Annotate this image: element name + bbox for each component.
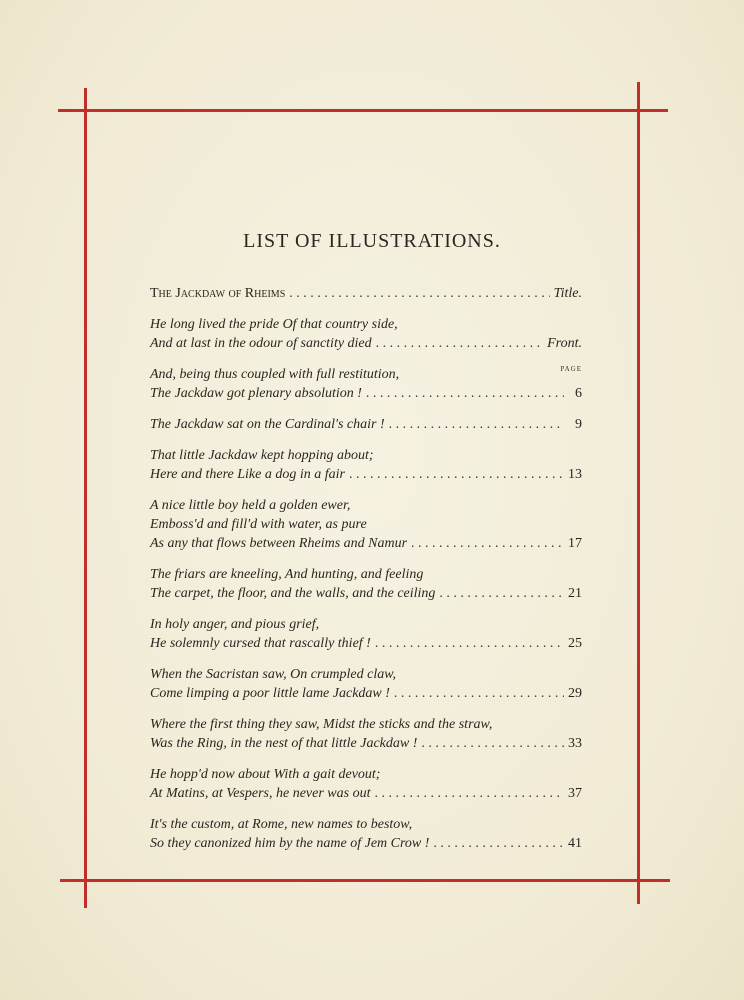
page-number: 9 xyxy=(575,417,582,432)
entry-line xyxy=(150,765,582,784)
entry-caption: The Jackdaw sat on the Cardinal's chair ! xyxy=(150,417,385,432)
illustration-entry xyxy=(150,496,582,553)
illustration-entry xyxy=(150,415,582,434)
entry-caption: And, being thus coupled with full restitution, xyxy=(150,367,400,382)
leader-dots xyxy=(421,734,564,753)
illustration-entry xyxy=(150,315,582,353)
entry-line xyxy=(150,415,582,434)
illustration-entry xyxy=(150,284,582,303)
entry-caption: He long lived the pride Of that country side, xyxy=(150,317,398,332)
leader-dots xyxy=(349,465,564,484)
entry-line xyxy=(150,715,582,734)
entry-line xyxy=(150,496,582,515)
entry-line xyxy=(150,446,582,465)
entry-caption: The Jackdaw of Rheims xyxy=(150,286,286,301)
entry-caption: In holy anger, and pious grief, xyxy=(150,617,320,632)
entry-caption: Emboss'd and fill'd with water, as pure xyxy=(150,517,367,532)
border-rule-top xyxy=(58,109,668,112)
entry-line xyxy=(150,684,582,703)
entry-caption: The Jackdaw got plenary absolution ! xyxy=(150,386,362,401)
entry-caption: So they canonized him by the name of Jem Crow ! xyxy=(150,836,430,851)
illustration-entry xyxy=(150,565,582,603)
page-title: LIST OF ILLUSTRATIONS. xyxy=(243,230,501,252)
entry-line xyxy=(150,615,582,634)
border-rule-bottom xyxy=(60,879,670,882)
entry-caption: Here and there Like a dog in a fair xyxy=(150,467,345,482)
entry-line xyxy=(150,784,582,803)
entry-line xyxy=(150,515,582,534)
entry-caption: Was the Ring, in the nest of that little Jackdaw ! xyxy=(150,736,418,751)
entry-line xyxy=(150,465,582,484)
entry-caption: A nice little boy held a golden ewer, xyxy=(150,498,351,513)
entry-caption: And at last in the odour of sanctity died xyxy=(150,336,372,351)
entry-caption: As any that flows between Rheims and Namur xyxy=(150,536,408,551)
leader-dots xyxy=(375,634,564,653)
entry-line xyxy=(150,584,582,603)
page-number: 33 xyxy=(568,736,582,751)
page-number: 13 xyxy=(568,467,582,482)
page-number: 41 xyxy=(568,836,582,851)
page-number: Title. xyxy=(553,286,582,301)
page-number: 21 xyxy=(568,586,582,601)
illustration-entry xyxy=(150,615,582,653)
leader-dots xyxy=(394,684,564,703)
entry-caption: When the Sacristan saw, On crumpled claw, xyxy=(150,667,397,682)
entry-line xyxy=(150,384,582,403)
entry-caption: At Matins, at Vespers, he never was out xyxy=(150,786,371,801)
entry-line xyxy=(150,734,582,753)
page-number: 37 xyxy=(568,786,582,801)
leader-dots xyxy=(376,334,543,353)
entry-line xyxy=(150,284,582,303)
border-rule-right xyxy=(637,82,640,904)
entry-line xyxy=(150,534,582,553)
entry-line xyxy=(150,634,582,653)
entry-caption: It's the custom, at Rome, new names to bestow, xyxy=(150,817,413,832)
entry-caption: Come limping a poor little lame Jackdaw ! xyxy=(150,686,390,701)
entry-caption: Where the first thing they saw, Midst the sticks and the straw, xyxy=(150,717,493,732)
entry-line xyxy=(150,834,582,853)
illustration-entry xyxy=(150,715,582,753)
entry-caption: The friars are kneeling, And hunting, and feeling xyxy=(150,567,424,582)
border-rule-left xyxy=(84,88,87,908)
illustrations-list xyxy=(150,284,582,865)
page-number: 17 xyxy=(568,536,582,551)
entry-caption: He solemnly cursed that rascally thief ! xyxy=(150,636,371,651)
entry-caption: That little Jackdaw kept hopping about; xyxy=(150,448,374,463)
entry-line xyxy=(150,665,582,684)
page-number: Front. xyxy=(547,336,582,351)
illustration-entry xyxy=(150,765,582,803)
entry-line xyxy=(150,365,582,384)
entry-line xyxy=(150,334,582,353)
leader-dots xyxy=(439,584,564,603)
illustration-entry xyxy=(150,365,582,403)
entry-line xyxy=(150,315,582,334)
page-number: 29 xyxy=(568,686,582,701)
page-number: 25 xyxy=(568,636,582,651)
entry-caption: He hopp'd now about With a gait devout; xyxy=(150,767,381,782)
illustration-entry xyxy=(150,665,582,703)
leader-dots xyxy=(366,384,564,403)
entry-line xyxy=(150,815,582,834)
leader-dots xyxy=(411,534,564,553)
leader-dots xyxy=(433,834,564,853)
leader-dots xyxy=(374,784,564,803)
leader-dots xyxy=(289,284,549,303)
leader-dots xyxy=(389,415,564,434)
entry-caption: The carpet, the floor, and the walls, and the ceiling xyxy=(150,586,436,601)
page-number: 6 xyxy=(575,386,582,401)
page-column-header: PAGE xyxy=(560,365,582,373)
illustration-entry xyxy=(150,815,582,853)
entry-line xyxy=(150,565,582,584)
illustration-entry xyxy=(150,446,582,484)
